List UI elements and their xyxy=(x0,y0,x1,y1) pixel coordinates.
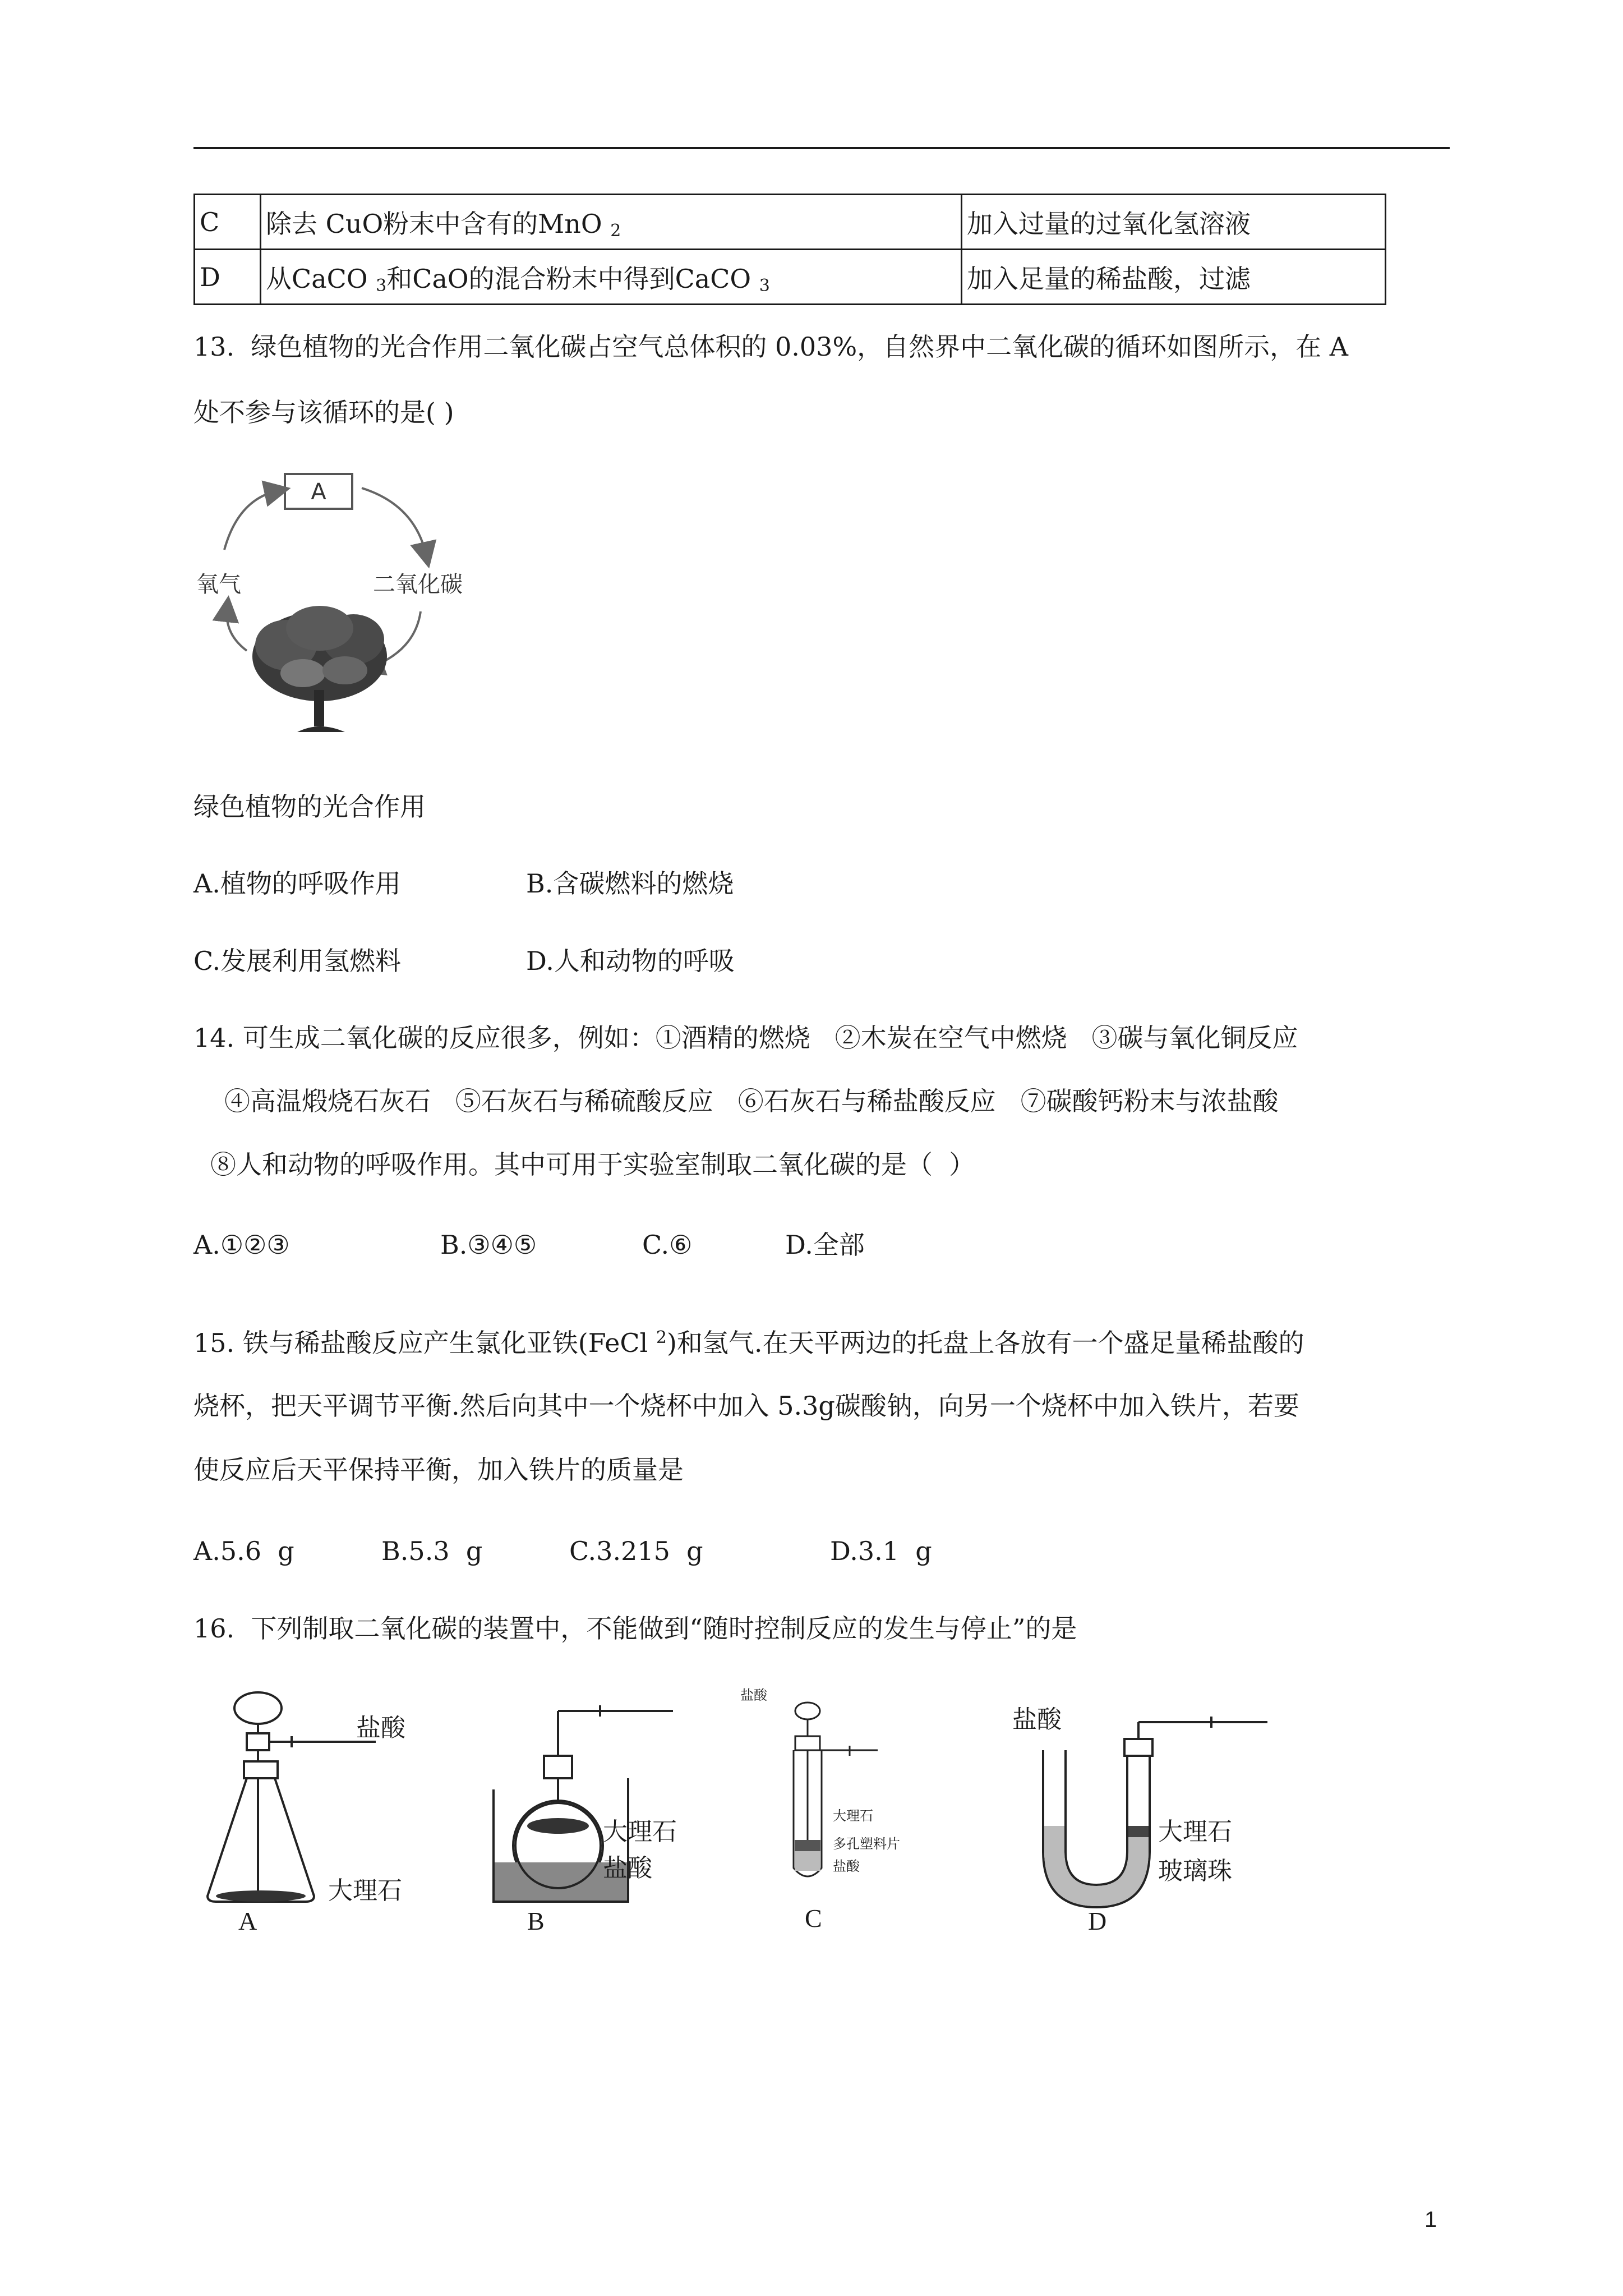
apparatus-b xyxy=(482,1677,740,1935)
row-method: 加入足量的稀盐酸，过滤 xyxy=(962,250,1386,305)
table-row xyxy=(195,250,1386,305)
q13-option-d: D.人和动物的呼吸 xyxy=(526,946,735,976)
table-row xyxy=(195,195,1386,250)
q15-option-b: B.5.3 g xyxy=(381,1536,483,1566)
cycle-box-label: A xyxy=(311,479,326,505)
options-table xyxy=(193,194,1386,305)
q15-line-2: 烧杯，把天平调节平衡.然后向其中一个烧杯中加入 5.3g碳酸钠，向另一个烧杯中加入铁片，若要 xyxy=(193,1391,1299,1421)
q14-line-1: 14. 可生成二氧化碳的反应很多，例如：①酒精的燃烧 ②木炭在空气中燃烧 ③碳与氧化铜反应 xyxy=(193,1023,1298,1053)
row-task: 除去 CuO粉末中含有的MnO $_2$ xyxy=(261,195,962,250)
q13-caption: 绿色植物的光合作用 xyxy=(193,792,426,822)
c-stone-label: 大理石 xyxy=(833,1808,873,1824)
co2-label: 二氧化碳 xyxy=(373,572,463,597)
c-acid-top-label: 盐酸 xyxy=(740,1687,767,1703)
q13-line-2: 处不参与该循环的是( ) xyxy=(193,397,454,427)
q14-option-c: C.⑥ xyxy=(642,1230,693,1260)
q14-option-d: D.全部 xyxy=(785,1230,865,1260)
q15-option-c: C.3.215 g xyxy=(569,1536,703,1566)
q14-line-3: ⑧人和动物的呼吸作用。其中可用于实验室制取二氧化碳的是（ ） xyxy=(210,1149,975,1180)
d-stone-label: 大理石 xyxy=(1158,1818,1232,1846)
apparatus-c xyxy=(729,1683,965,1935)
q15-line-3: 使反应后天平保持平衡，加入铁片的质量是 xyxy=(193,1455,684,1485)
arrow-left-bottom xyxy=(227,609,247,651)
q13-option-a: A.植物的呼吸作用 xyxy=(193,868,401,899)
arrow-right-top xyxy=(362,488,426,555)
page-number: 1 xyxy=(1424,2207,1437,2232)
c-plate-label: 多孔塑料片 xyxy=(833,1836,900,1852)
q13-option-b: B.含碳燃料的燃烧 xyxy=(526,868,734,899)
q13-line-1: 13. 绿色植物的光合作用二氧化碳占空气总体积的 0.03%，自然界中二氧化碳的循环如图所示，在 A xyxy=(193,332,1348,362)
tree-icon xyxy=(252,606,387,732)
apparatus-a xyxy=(191,1677,426,1935)
q16-line-1: 16. 下列制取二氧化碳的装置中，不能做到“随时控制反应的发生与停止”的是 xyxy=(193,1613,1077,1644)
header-rule xyxy=(193,147,1450,149)
oxygen-label: 氧气 xyxy=(196,572,241,597)
arrow-left-top xyxy=(224,491,278,550)
d-acid-label: 盐酸 xyxy=(1012,1705,1062,1734)
row-label: D xyxy=(195,250,261,305)
a-acid-label: 盐酸 xyxy=(356,1714,405,1742)
b-letter: B xyxy=(527,1907,545,1935)
apparatus-d xyxy=(1009,1683,1312,1935)
row-task: 从CaCO $_3$和CaO的混合粉末中得到CaCO $_3$ xyxy=(261,250,962,305)
q15-line-1: 15. 铁与稀盐酸反应产生氯化亚铁(FeCl $^2$)和氢气.在天平两边的托盘上各放有一个盛足量稀盐酸的 xyxy=(193,1328,1304,1358)
c-acid-label: 盐酸 xyxy=(833,1858,860,1874)
row-method: 加入过量的过氧化氢溶液 xyxy=(962,195,1386,250)
b-acid-label: 盐酸 xyxy=(603,1854,652,1883)
q14-option-b: B.③④⑤ xyxy=(440,1230,537,1260)
a-letter: A xyxy=(238,1907,257,1935)
a-stone-label: 大理石 xyxy=(328,1876,402,1905)
q13-option-c: C.发展利用氢燃料 xyxy=(193,946,402,976)
d-beads-label: 玻璃珠 xyxy=(1158,1857,1232,1885)
row-label: C xyxy=(195,195,261,250)
b-stone-label: 大理石 xyxy=(603,1818,677,1846)
q15-option-d: D.3.1 g xyxy=(830,1536,932,1566)
q14-option-a: A.①②③ xyxy=(193,1230,290,1260)
q15-option-a: A.5.6 g xyxy=(193,1536,294,1566)
carbon-cycle-diagram xyxy=(185,466,499,746)
c-letter: C xyxy=(805,1904,822,1932)
d-letter: D xyxy=(1088,1907,1107,1935)
q14-line-2: ④高温煅烧石灰石 ⑤石灰石与稀硫酸反应 ⑥石灰石与稀盐酸反应 ⑦碳酸钙粉末与浓盐酸 xyxy=(224,1086,1279,1116)
